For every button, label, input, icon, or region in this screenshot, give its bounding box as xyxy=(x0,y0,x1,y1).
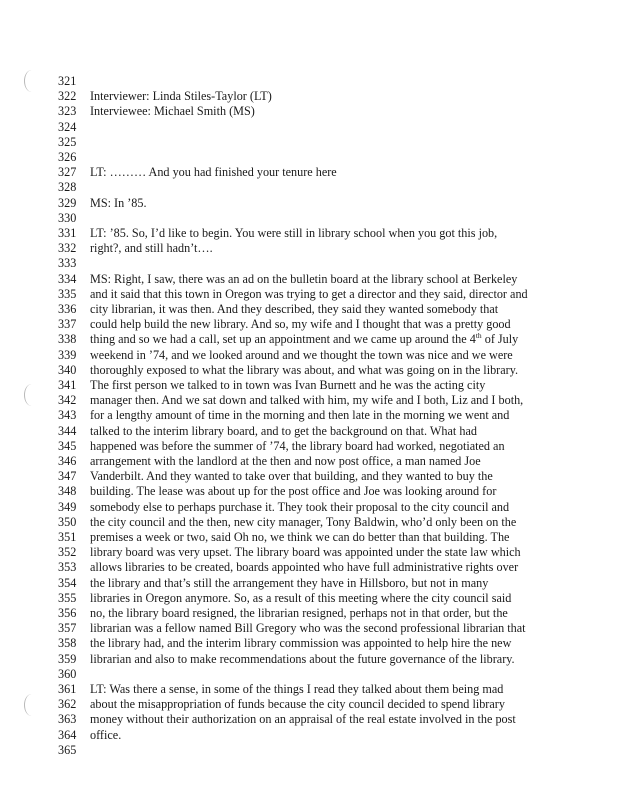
transcript-line xyxy=(58,226,498,241)
line-number: 334 xyxy=(58,271,77,286)
line-number: 358 xyxy=(58,636,77,651)
line-text: LT: ……… And you had finished your tenure here xyxy=(90,165,337,180)
line-number: 331 xyxy=(58,226,77,240)
transcript-line xyxy=(58,697,505,712)
punch-hole-middle xyxy=(24,384,39,406)
line-text: Interviewer: Linda Stiles-Taylor (LT) xyxy=(90,89,272,104)
transcript-line xyxy=(58,302,499,317)
line-number: 352 xyxy=(58,545,77,560)
transcript-line xyxy=(58,423,477,439)
line-number: 321 xyxy=(58,74,77,88)
line-number: 348 xyxy=(58,484,77,499)
line-number: 356 xyxy=(58,606,77,620)
line-number: 339 xyxy=(58,347,77,362)
transcript-line xyxy=(58,545,521,560)
transcript-line xyxy=(58,362,519,378)
transcript-line xyxy=(58,150,82,165)
transcript-line xyxy=(58,575,489,591)
line-number: 363 xyxy=(58,712,77,727)
line-number: 322 xyxy=(58,89,77,104)
transcript-line xyxy=(58,682,504,697)
line-text: the library and that’s still the arrangement they have in Hillsboro, but not in many xyxy=(90,575,489,590)
line-number: 323 xyxy=(58,104,77,119)
line-number: 355 xyxy=(58,590,77,605)
transcript-line xyxy=(58,636,512,651)
line-text: arrangement with the landlord at the then and now post office, a man named Joe xyxy=(90,454,481,468)
line-number: 357 xyxy=(58,621,77,636)
transcript-line xyxy=(58,378,486,393)
line-number: 326 xyxy=(58,150,77,164)
line-number: 342 xyxy=(58,393,77,408)
line-text: Interviewee: Michael Smith (MS) xyxy=(90,104,255,119)
transcript-line xyxy=(58,530,510,545)
line-number: 343 xyxy=(58,408,77,423)
line-text: the library had, and the interim library commission was appointed to help hire the new xyxy=(90,636,512,651)
line-number: 335 xyxy=(58,286,77,301)
transcript-line xyxy=(58,484,497,499)
line-number: 344 xyxy=(58,423,77,438)
line-text: right?, and still hadn’t…. xyxy=(90,241,213,256)
transcript-line xyxy=(58,271,518,287)
line-text: allows libraries to be created, boards appointed who have full administrative rights over xyxy=(90,560,519,575)
line-text: librarian and also to make recommendations about the future governance of the library. xyxy=(90,651,515,666)
line-number: 324 xyxy=(58,119,77,134)
line-number: 359 xyxy=(58,651,77,666)
line-text: The first person we talked to in town was Ivan Burnett and he was the acting city xyxy=(90,378,486,392)
punch-hole-top xyxy=(24,70,39,92)
line-text: happened was before the summer of ’74, the library board had worked, negotiated an xyxy=(90,438,505,453)
line-text: Vanderbilt. And they wanted to take over that building, and they wanted to buy the xyxy=(90,469,493,484)
line-number: 332 xyxy=(58,241,77,256)
transcript-line xyxy=(58,135,82,150)
transcript-line xyxy=(58,408,510,423)
line-text: about the misappropriation of funds because the city council decided to spend library xyxy=(90,697,505,712)
transcript-line xyxy=(58,743,82,758)
transcript-line xyxy=(58,317,511,332)
line-text: manager then. And we sat down and talked with him, my wife and I both, Liz and I both, xyxy=(90,393,524,408)
transcript-line xyxy=(58,651,515,667)
line-text: premises a week or two, said Oh no, we think we can do better than that building. The xyxy=(90,530,510,544)
transcript-line xyxy=(58,727,122,743)
line-text: libraries in Oregon anymore. So, as a result of this meeting where the city council said xyxy=(90,590,512,605)
transcript-line xyxy=(58,454,481,469)
transcript-line xyxy=(58,667,82,682)
line-number: 330 xyxy=(58,210,77,225)
line-number: 353 xyxy=(58,560,77,575)
transcript-line xyxy=(58,393,524,408)
line-text: no, the library board resigned, the librarian resigned, perhaps not in that order, but the xyxy=(90,606,508,620)
line-number: 341 xyxy=(58,378,77,392)
line-text: money without their authorization on an appraisal of the real estate involved in the post xyxy=(90,712,516,727)
line-text: library board was very upset. The library board was appointed under the state law which xyxy=(90,545,521,560)
transcript-line xyxy=(58,195,147,211)
line-text: weekend in ’74, and we looked around and we thought the town was nice and we were xyxy=(90,347,513,362)
line-number: 327 xyxy=(58,165,77,180)
transcript-line xyxy=(58,347,513,363)
transcript-line xyxy=(58,514,517,530)
line-text: librarian was a fellow named Bill Gregory who was the second professional librarian that xyxy=(90,621,526,636)
line-text: thing and so we had a call, set up an appointment and we came up around the 4th of July xyxy=(90,331,519,347)
transcript-line xyxy=(58,89,272,104)
line-text: MS: Right, I saw, there was an ad on the bulletin board at the library school at Berkeley xyxy=(90,271,518,286)
transcript-line xyxy=(58,165,337,180)
line-number: 346 xyxy=(58,454,77,468)
line-number: 354 xyxy=(58,575,77,590)
transcript-line xyxy=(58,560,519,575)
transcript-line xyxy=(58,241,213,256)
line-text: could help build the new library. And so, my wife and I thought that was a pretty good xyxy=(90,317,511,332)
transcript-line xyxy=(58,438,505,454)
line-text: MS: In ’85. xyxy=(90,195,147,210)
line-text: the city council and the then, new city manager, Tony Baldwin, who’d only been on the xyxy=(90,514,517,529)
line-number: 360 xyxy=(58,666,77,681)
transcript-line xyxy=(58,120,82,135)
transcript-line xyxy=(58,104,255,119)
line-text: thoroughly exposed to what the library was about, and what was going on in the library. xyxy=(90,362,519,377)
line-text: building. The lease was about up for the post office and Joe was looking around for xyxy=(90,484,497,499)
transcript-line xyxy=(58,712,516,727)
line-number: 345 xyxy=(58,438,77,453)
line-number: 351 xyxy=(58,530,77,544)
transcript-line xyxy=(58,286,528,302)
transcript-line xyxy=(58,469,493,484)
line-number: 340 xyxy=(58,362,77,377)
line-number: 350 xyxy=(58,514,77,529)
line-text: somebody else to perhaps purchase it. They took their proposal to the city council and xyxy=(90,499,510,514)
line-number: 337 xyxy=(58,317,77,332)
transcript-line xyxy=(58,606,508,621)
transcript-line xyxy=(58,256,82,271)
transcript-line xyxy=(58,180,82,195)
line-number: 328 xyxy=(58,180,77,195)
transcript-line xyxy=(58,590,512,606)
line-text: city librarian, it was then. And they described, they said they wanted somebody that xyxy=(90,302,499,316)
transcript-line xyxy=(58,211,82,226)
line-text: LT: ’85. So, I’d like to begin. You were still in library school when you got this job, xyxy=(90,226,498,240)
line-number: 333 xyxy=(58,256,77,271)
line-number: 336 xyxy=(58,302,77,316)
line-text: talked to the interim library board, and to get the background on that. What had xyxy=(90,423,477,438)
line-text: and it said that this town in Oregon was trying to get a director and they said, director and xyxy=(90,286,528,301)
punch-hole-bottom xyxy=(24,694,39,716)
line-number: 361 xyxy=(58,682,77,696)
transcript-line xyxy=(58,621,526,636)
line-number: 329 xyxy=(58,195,77,210)
line-number: 362 xyxy=(58,697,77,712)
line-number: 364 xyxy=(58,727,77,742)
transcript-line xyxy=(58,331,519,347)
line-number: 349 xyxy=(58,499,77,514)
transcript-line xyxy=(58,499,510,515)
line-number: 365 xyxy=(58,742,77,757)
line-text: LT: Was there a sense, in some of the things I read they talked about them being mad xyxy=(90,682,504,696)
line-number: 325 xyxy=(58,134,77,149)
line-text: office. xyxy=(90,727,122,742)
line-text: for a lengthy amount of time in the morning and then late in the morning we went and xyxy=(90,408,510,423)
line-number: 338 xyxy=(58,332,77,347)
line-number: 347 xyxy=(58,469,77,484)
transcript-line xyxy=(58,74,82,89)
